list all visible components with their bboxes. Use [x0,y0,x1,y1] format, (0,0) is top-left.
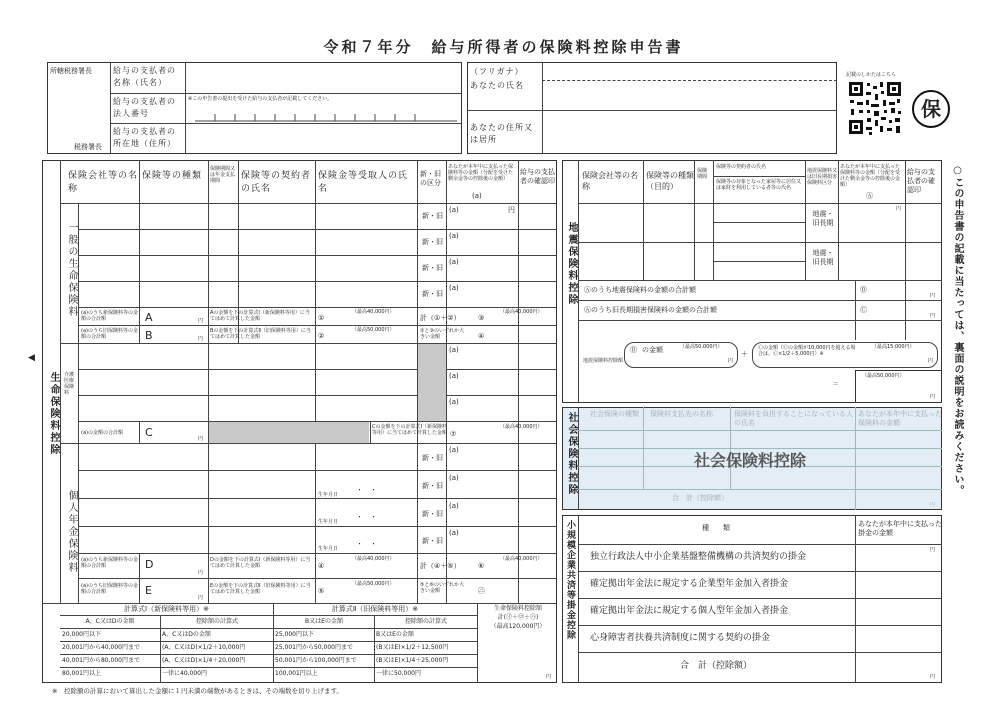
f1-r1-b: A、C又はDの金額 [162,631,211,638]
b-box-yen: 円 [728,358,734,364]
social-col-bearer: 保険料を負担することになっている人の氏名 [734,410,853,427]
office-label: 所轄税務署長 [50,67,92,75]
birth-1: 生年月日 [318,492,339,498]
payer-number-input[interactable] [195,106,457,122]
newold-2[interactable]: 新・旧 [422,238,443,246]
birth-2: 生年月日 [318,519,339,525]
f2-r2-a: 25,001円から50,000円まで [275,644,353,651]
f1-r2-a: 20,001円から40,000円まで [62,644,140,651]
calc4-label: Dの金額を下の計算式Ⅰ（新保険料等用）に当てはめて計算した金額 [210,557,311,569]
amount-a-1: (a) [449,206,459,214]
sum-C-mark: C [145,426,153,439]
col-newold: 新・旧の区分 [420,170,441,187]
sum-A-yen: 円 [198,318,204,324]
sum45-mark: ⑥ [478,562,485,570]
qr-caption: 記載のしかたはこちら [846,72,897,78]
payer-address-label: 給与の支払者の所在地（住所） [113,127,176,148]
small-row-1-yen: 円 [930,547,936,553]
sum-old-label: Ⓐのうち旧長期損害保険料の金額の合計額 [584,306,717,314]
total-yen: 円 [546,674,552,680]
f1-head-amount: A、C又はDの金額 [85,618,135,625]
eq-yen-1: 円 [896,206,902,212]
payer-name-label: 給与の支払者の名称（氏名） [113,66,176,87]
small-row-2: 確定拠出年金法に規定する企業型年金加入者掛金 [590,579,789,589]
f2-head-calc: 控除額の計算式 [404,618,447,625]
qr-code-icon[interactable] [847,80,903,136]
small-col-amount: あなたが本年中に支払った掛金の金額 [858,520,942,537]
col-period: 保険期間又は年金支払期間 [210,166,236,184]
small-side-label: 小規模企業共済等掛金控除 [565,520,575,640]
newold-4[interactable]: 新・旧 [422,290,443,298]
f2-r4-b: 一律に50,000円 [376,670,421,677]
eq-kind-1[interactable]: 地震・旧長期 [812,210,834,227]
sum-D-mark: D [145,558,154,571]
sum-B-mark: B [145,329,153,342]
sum-C-label: (a)の金額の合計額 [81,430,123,436]
life-insurance-side-label: 生命保険料控除 [48,372,59,456]
sum-D-label: (a)のうち新保険料等の金額の合計額 [81,557,138,569]
b-box-max: （最高50,000円） [680,344,723,350]
sum-E-mark: E [145,584,152,597]
total-title: 生命保険料控除額 [493,605,542,612]
calc2-label: Bの金額を下の計算式Ⅱ（旧保険料等用）に当てはめて計算した金額 [210,328,311,340]
c-box-text: Ⓒの金額（Ⓒの金額が10,000円を超える場合は、Ⓒ×1/2＋5,000円）※ [758,345,856,357]
f2-r3-a: 50,001円から100,000円まで [275,657,357,664]
sum45-max: （最高40,000円） [500,556,543,562]
sum45-label: 計（④＋⑤） [420,562,461,570]
calc2-mark: ② [318,332,325,340]
eq-col-amount: あなたが本年中に支払った保険料等の金額（分配を受けた剰余金等の控除後の金額） [840,164,901,188]
f1-head-calc: 控除額の計算式 [195,618,238,625]
care-amount-a-1: (a) [449,346,459,354]
newold-1[interactable]: 新・旧 [422,212,443,220]
earthquake-side-label: 地震保険料控除 [566,222,577,306]
col-receiver: 保険金等受取人の氏名 [318,171,409,194]
sum12-max: （最高40,000円） [500,309,543,315]
eq-result-yen: 円 [930,394,936,400]
sum-C-yen: 円 [198,436,204,442]
pension-newold-1[interactable]: 新・旧 [422,454,443,462]
calc1-max: （最高40,000円） [352,309,395,315]
sum-E-yen: 円 [198,595,204,601]
calc5-max: （最高50,000円） [352,581,395,587]
col-company: 保険会社等の名称 [68,171,139,194]
pension-newold-4[interactable]: 新・旧 [422,537,443,545]
your-name-label: あなたの氏名 [470,81,524,90]
birth-3: 生年月日 [318,546,339,552]
sum-eq-mark: Ⓑ [860,286,867,294]
f1-r4-b: 一律に40,000円 [162,670,207,677]
left-arrow-icon: ◀ [28,353,35,363]
calc5-mark: ⑤ [318,587,325,595]
small-row-3: 確定拠出年金法に規定する個人型年金加入者掛金 [590,606,789,616]
c-box-max: （最高15,000円） [872,344,915,350]
small-total-label: 合 計（控除額） [679,661,752,671]
calc3-label: Cの金額を下の計算式Ⅰ（新保険料等用）に当てはめて計算した金額 [372,424,448,436]
sum-eq-label: Ⓐのうち地震保険料の金額の合計額 [584,286,696,294]
col-amount-sub: (a) [472,192,482,200]
birth-dash-2: ・ ・ [356,513,377,521]
col-type: 保険等の種類 [142,171,203,181]
b-box-label: の金額 [642,346,663,354]
general-side-label: 一般の生命保険料 [66,222,77,318]
sum12-label: 計（①＋②） [420,314,461,322]
care-sum-gray [209,422,369,443]
your-address-label: あなたの住所又は居所 [470,123,533,144]
eq-kind-2[interactable]: 地震・旧長期 [812,249,834,266]
eq-col-kind: 地震保険料又は旧長期損害保険料区分 [807,168,838,186]
amount-yen-1: 円 [508,206,515,214]
compare-mark: ④ [478,332,485,340]
sum-B-yen: 円 [198,336,204,342]
eq-col-company: 保険会社等の名称 [582,171,638,191]
small-row-4: 心身障害者扶養共済制度に関する契約の掛金 [590,633,771,643]
pension-a-3: (a) [449,502,459,510]
social-side-label: 社会保険料控除 [566,412,577,496]
compare2-mark: ㋥ [478,587,485,595]
pension-newold-3[interactable]: 新・旧 [422,510,443,518]
payer-number-note: ※この申告書の提出を受けた給与の支払者が記載してください。 [188,96,333,102]
form-title: 令和７年分 給与所得者の保険料控除申告書 [323,38,684,56]
social-overlay-title: 社会保険料控除 [693,451,806,470]
calc1-mark: ① [318,314,325,322]
small-total-yen: 円 [930,674,936,680]
col-confirm: 給与の支払者の確認印 [520,168,555,185]
social-col-amount: あなたが本年中に支払った保険料の金額 [858,410,942,427]
calc1-label: Aの金額を下の計算式Ⅰ（新保険料等用）に当てはめて計算した金額 [210,310,310,322]
f2-r2-b: (B又はE)×1/2＋12,500円 [376,644,449,651]
pension-a-4: (a) [449,529,459,537]
eq-col-confirm: 給与の支払者の確認印 [907,168,935,194]
office-suffix: 税務署長 [74,143,102,151]
sum-A-label: (a)のうち新保険料等の金額の合計額 [81,310,138,322]
f1-r2-b: (A、C又はD)×1/2＋10,000円 [162,644,246,651]
sum-old-mark: Ⓒ [860,306,867,314]
care-amount-a-2: (a) [449,372,459,380]
pension-newold-2[interactable]: 新・旧 [422,482,443,490]
f2-head-amount: B又はEの金額 [305,618,343,625]
social-total-label: 合 計（控除額） [672,494,728,502]
furigana-label: （フリガナ） [470,67,524,76]
amount-a-3: (a) [449,258,459,266]
calc4-max: （最高40,000円） [352,556,395,562]
sum-E-label: (a)のうち旧保険料等の金額の合計額 [81,583,138,595]
sum-A-mark: A [145,311,153,324]
equal-sign: ＝ [832,380,839,388]
calc2-max: （最高50,000円） [352,327,395,333]
formula1-title: 計算式Ⅰ（新保険料等用）※ [124,605,209,613]
b-box-mark: Ⓑ [630,346,637,354]
deduct-label: 地震保険料控除額 [583,358,624,364]
insurance-stamp-icon: 保 [912,90,950,128]
pension-side-label: 個人年金保険料 [66,490,77,574]
eq-col-contractor: 保険等の契約者の氏名 [716,164,767,170]
col-contractor: 保険等の契約者の氏名 [241,171,312,194]
sum-eq-yen: 円 [930,293,936,299]
eq-col-insured: 保険等の対象となった家屋等に居住又は家財を利用している者等の氏名 [716,179,802,191]
pension-a-1: (a) [449,446,459,454]
c-box-yen: 円 [928,358,934,364]
small-row-1: 独立行政法人中小企業基盤整備機構の共済契約の掛金 [590,552,807,562]
amount-a-2: (a) [449,232,459,240]
formula2-title: 計算式Ⅱ（旧保険料等用）※ [331,605,419,613]
care-newold-gray [418,344,446,421]
side-note: ○この申告書の記載に当たっては、裏面の説明をお読みください。 [952,165,963,496]
small-enterprise-section [562,515,942,683]
f1-r4-a: 80,001円以上 [62,670,101,677]
total-max: （最高120,000円） [490,623,546,630]
footnote: ※ 控除額の計算において算出した金額に１円未満の端数があるときは、その端数を切り上げます。 [52,687,343,695]
eq-col-type: 保険等の種類（目的） [646,171,694,191]
compare2-label: ⑤と⑥のいずれか大きい金額 [420,582,464,594]
f1-r3-a: 40,001円から80,000円まで [62,657,140,664]
compare-label: ②と③のいずれか大きい金額 [420,328,464,340]
care-amount-a-3: (a) [449,398,459,406]
care-result-mark: ⑦ [450,430,457,438]
plus-sign: ＋ [741,350,748,358]
f1-r1-a: 20,000円以下 [62,631,101,638]
f1-r3-b: (A、C又はD)×1/4＋20,000円 [162,657,246,664]
eq-result-max: （最高50,000円） [862,373,905,379]
social-col-payee: 保険料支払先の名称 [650,410,713,418]
payer-number-label: 給与の支払者の法人番号 [113,97,176,118]
f2-r1-b: B又はEの金額 [376,631,414,638]
social-col-type: 社会保険の種類 [590,410,639,418]
sum-D-yen: 円 [198,570,204,576]
sum12-mark: ③ [478,314,485,322]
sum-B-label: (a)のうち旧保険料等の金額の合計額 [81,328,138,340]
newold-3[interactable]: 新・旧 [422,264,443,272]
pension-a-2: (a) [449,474,459,482]
social-total-yen: 円 [930,502,936,508]
birth-dash-3: ・ ・ [356,540,377,548]
col-amount: あなたが本年中に支払った保険料等の金額（分配を受けた剰余金等の控除後の金額） [448,164,514,182]
eq-col-period: 保険期間 [697,168,708,180]
calc5-label: Eの金額を下の計算式Ⅱ（旧保険料等用）に当てはめて計算した金額 [210,583,311,595]
calc4-mark: ④ [318,562,325,570]
birth-dash-1: ・ ・ [356,486,377,494]
eq-col-amount-mark: Ⓐ [866,192,873,200]
f2-r3-b: (B又はE)×1/4＋25,000円 [376,657,449,664]
f2-r4-a: 100,001円以上 [275,670,318,677]
amount-a-4: (a) [449,284,459,292]
total-formula: 計(㋑＋㋺＋㋩) [497,614,539,621]
care-side-label: 介護医療保険料 [64,372,75,396]
sum-old-yen: 円 [930,313,936,319]
small-col-type: 種 類 [702,524,730,532]
f2-r1-a: 25,000円以下 [275,631,314,638]
care-result-max: （最高40,000円） [500,424,543,430]
